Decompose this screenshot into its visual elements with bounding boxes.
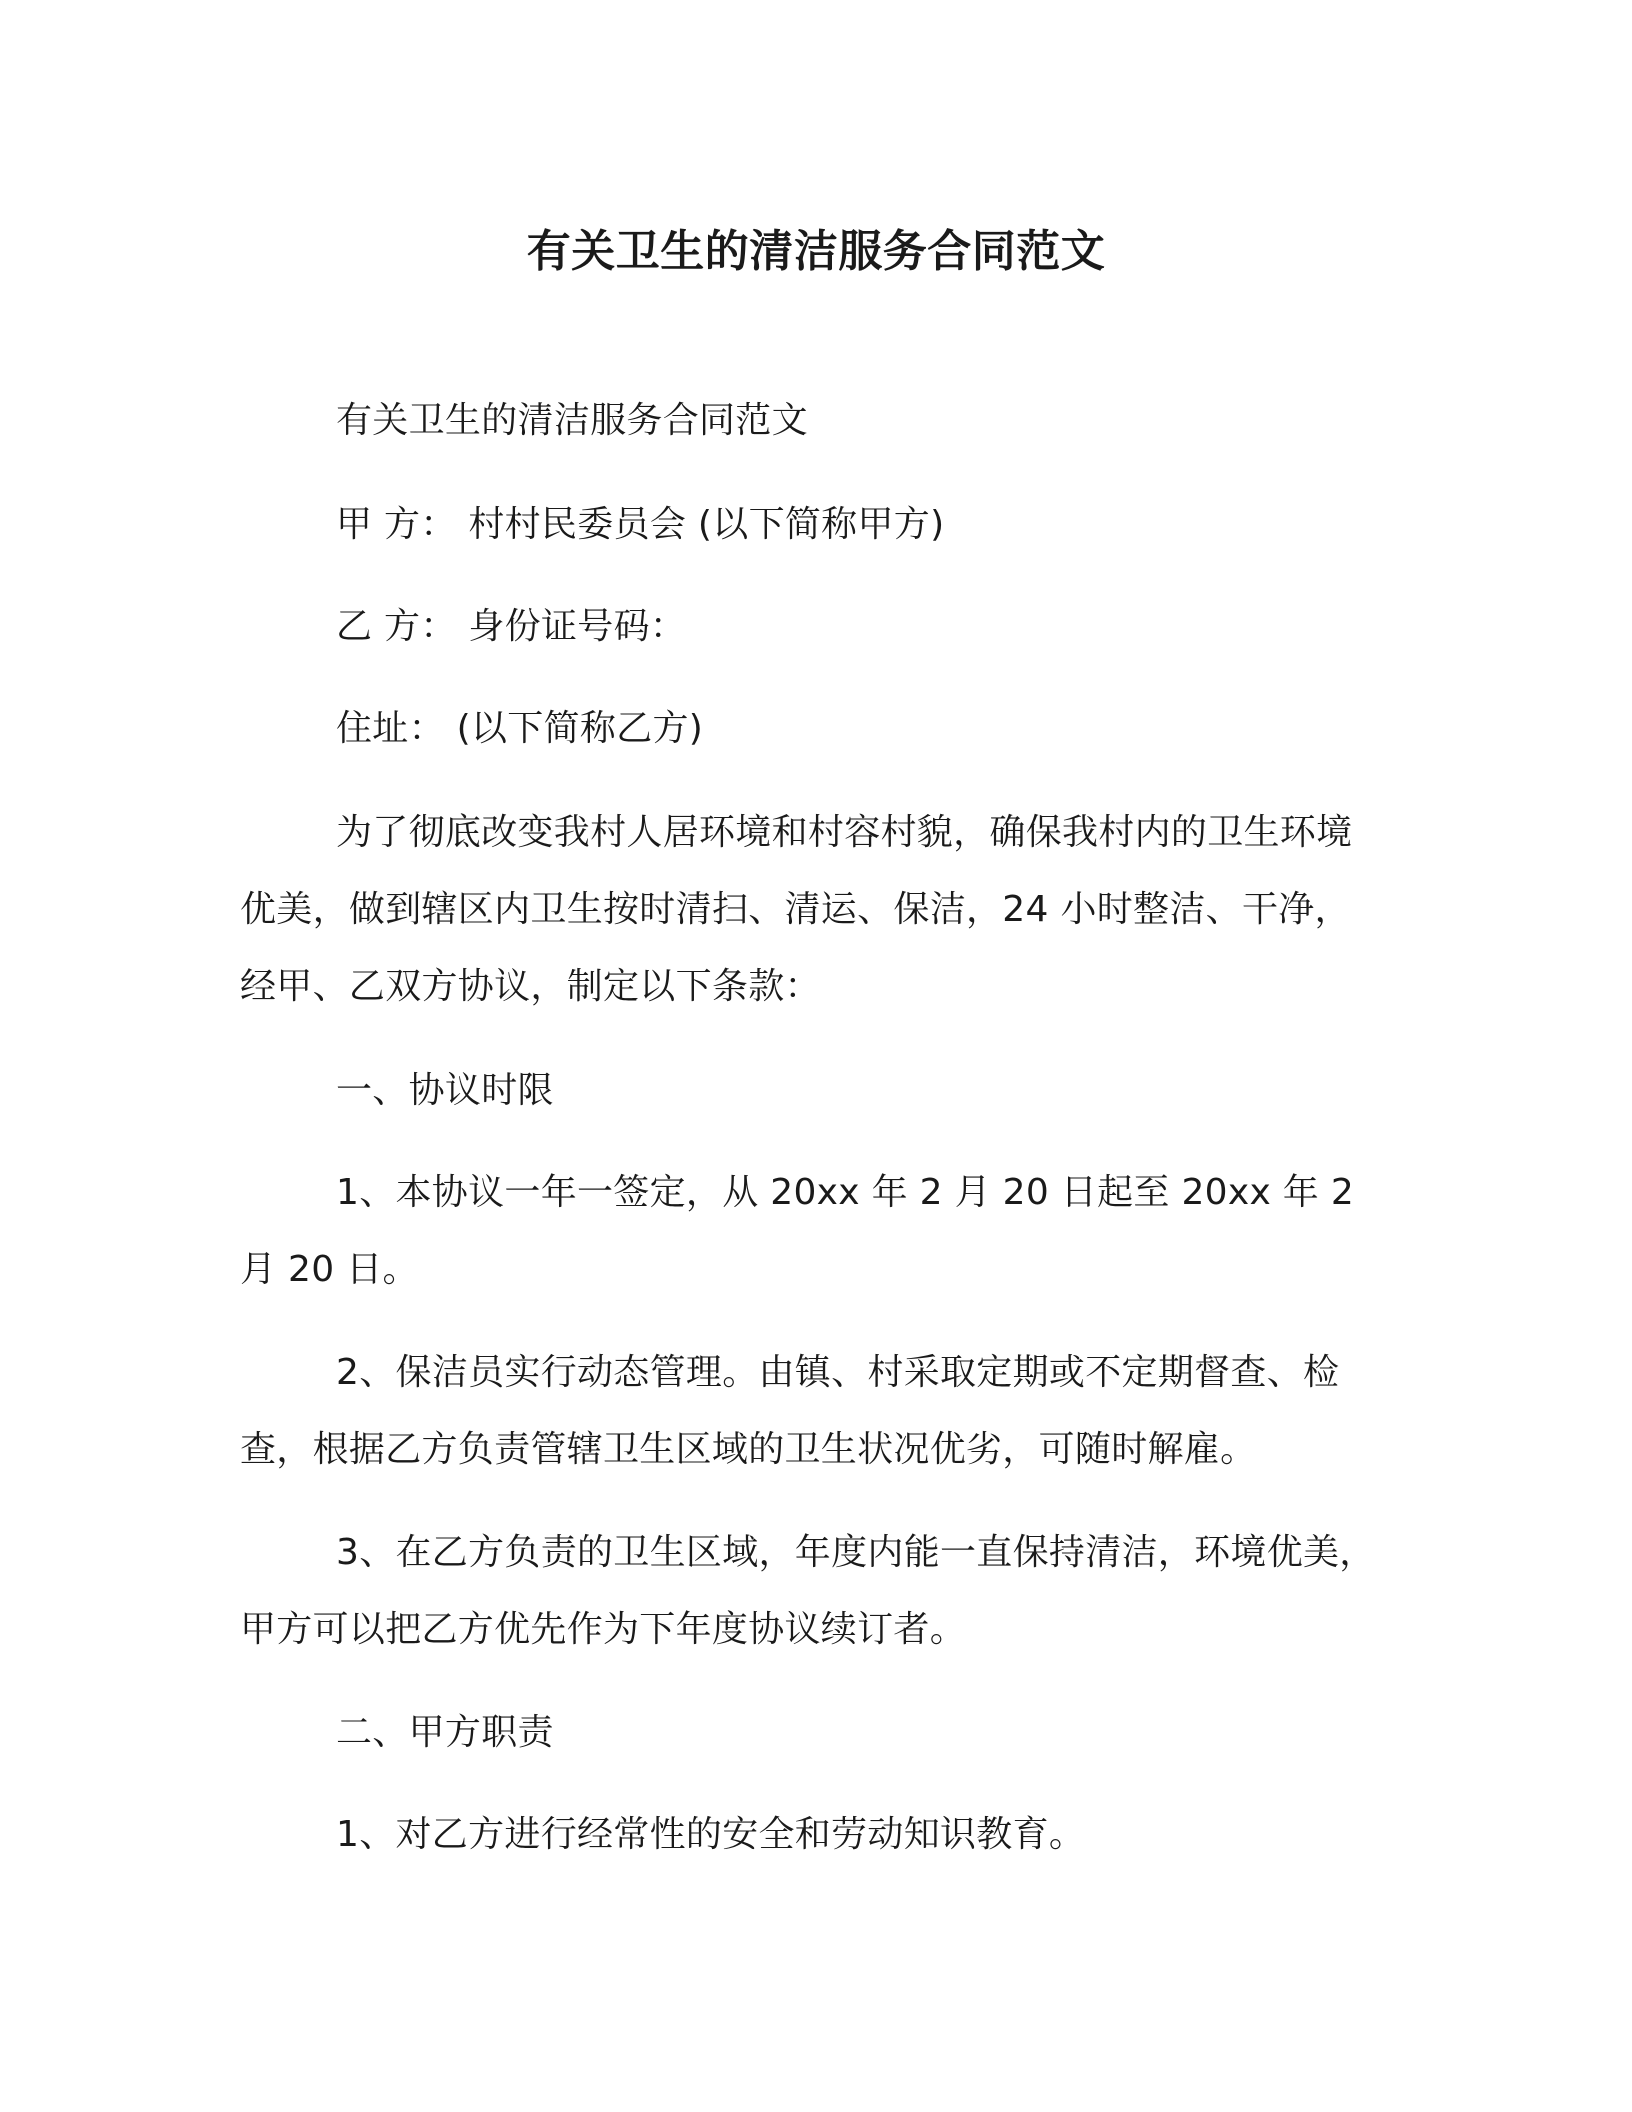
document-subtitle: 有关卫生的清洁服务合同范文 [336, 400, 808, 441]
section-2-heading: 二、甲方职责 [336, 1712, 554, 1753]
section-1-heading: 一、协议时限 [336, 1070, 554, 1111]
party-b-line: 乙 方： 身份证号码： [336, 606, 687, 647]
section-1-item-1: 1、本协议一年一签定，从 20xx 年 2 月 20 日起至 20xx 年 2 月 20 日。 [240, 1172, 1355, 1290]
section-2-item-1: 1、对乙方进行经常性的安全和劳动知识教育。 [336, 1814, 1086, 1855]
document-title: 有关卫生的清洁服务合同范文 [526, 226, 1106, 277]
section-1-item-2: 2、保洁员实行动态管理。由镇、村采取定期或不定期督查、检查，根据乙方负责管辖卫生区域的卫生状况优劣，可随时解雇。 [240, 1352, 1340, 1470]
party-a-line: 甲 方： 村村民委员会 (以下简称甲方) [336, 504, 945, 545]
intro-paragraph: 为了彻底改变我村人居环境和村容村貌，确保我村内的卫生环境优美，做到辖区内卫生按时清扫、清运、保洁，24 小时整洁、干净，经甲、乙双方协议，制定以下条款： [240, 812, 1353, 1007]
section-1-item-3: 3、在乙方负责的卫生区域，年度内能一直保持清洁，环境优美，甲方可以把乙方优先作为下年度协议续订者。 [240, 1532, 1376, 1650]
address-line: 住址： (以下简称乙方) [336, 708, 704, 749]
